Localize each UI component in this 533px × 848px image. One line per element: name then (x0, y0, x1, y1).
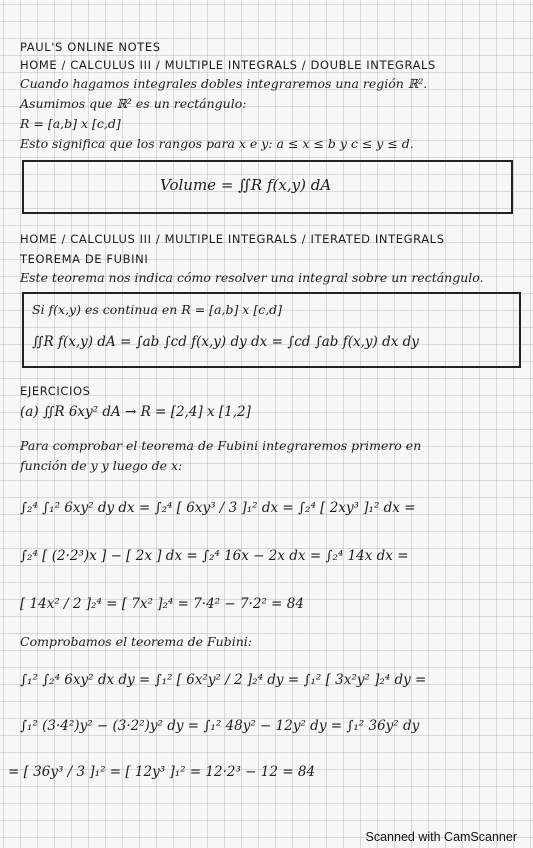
math-line-6: = [ 36y³ / 3 ]₁² = [ 12y³ ]₁² = 12·2³ − 12 = 84 (8, 764, 316, 780)
math-line-1: ∫₂⁴ ∫₁² 6xy² dy dx = ∫₂⁴ [ 6xy³ / 3 ]₁² dx = ∫₂⁴ [ 2xy³ ]₁² dx = (20, 500, 416, 516)
breadcrumb-double-integrals: HOME / CALCULUS III / MULTIPLE INTEGRALS / DOUBLE INTEGRALS (20, 58, 436, 72)
math-line-5: ∫₁² (3·4²)y² − (3·2²)y² dy = ∫₁² 48y² − 12y² dy = ∫₁² 36y² dy (20, 718, 420, 734)
exercise-text-3: Comprobamos el teorema de Fubini: (20, 634, 252, 649)
exercise-a: (a) ∬R 6xy² dA → R = [2,4] x [1,2] (20, 404, 251, 420)
exercise-text-1: Para comprobar el teorema de Fubini integraremos primero en (20, 438, 422, 453)
fubini-title: TEOREMA DE FUBINI (20, 252, 149, 266)
breadcrumb-iterated-integrals: HOME / CALCULUS III / MULTIPLE INTEGRALS / ITERATED INTEGRALS (20, 232, 445, 246)
intro-line-2: Asumimos que ℝ² es un rectángulo: (20, 96, 247, 111)
fubini-condition: Si f(x,y) es continua en R = [a,b] x [c,d] (32, 302, 283, 317)
math-line-2: ∫₂⁴ [ (2·2³)x ] − [ 2x ] dx = ∫₂⁴ 16x − 2x dx = ∫₂⁴ 14x dx = (20, 548, 409, 564)
math-line-4: ∫₁² ∫₂⁴ 6xy² dx dy = ∫₁² [ 6x²y² / 2 ]₂⁴ dy = ∫₁² [ 3x²y² ]₂⁴ dy = (20, 672, 427, 688)
fubini-description: Este teorema nos indica cómo resolver una integral sobre un rectángulo. (20, 270, 484, 285)
math-line-3: [ 14x² / 2 ]₂⁴ = [ 7x² ]₂⁴ = 7·4² − 7·2² = 84 (20, 596, 304, 612)
scanner-watermark: Scanned with CamScanner (365, 830, 517, 844)
exercise-text-2: función de y y luego de x: (20, 458, 183, 473)
intro-line-1: Cuando hagamos integrales dobles integraremos una región ℝ². (20, 76, 428, 91)
site-title: PAUL'S ONLINE NOTES (20, 40, 161, 54)
volume-formula: Volume = ∬R f(x,y) dA (160, 176, 332, 194)
exercises-title: EJERCICIOS (20, 384, 91, 398)
fubini-formula: ∬R f(x,y) dA = ∫ab ∫cd f(x,y) dy dx = ∫cd ∫ab f(x,y) dx dy (32, 334, 419, 350)
intro-line-3: R = [a,b] x [c,d] (20, 116, 121, 131)
intro-line-4: Esto significa que los rangos para x e y: a ≤ x ≤ b y c ≤ y ≤ d. (20, 136, 414, 151)
